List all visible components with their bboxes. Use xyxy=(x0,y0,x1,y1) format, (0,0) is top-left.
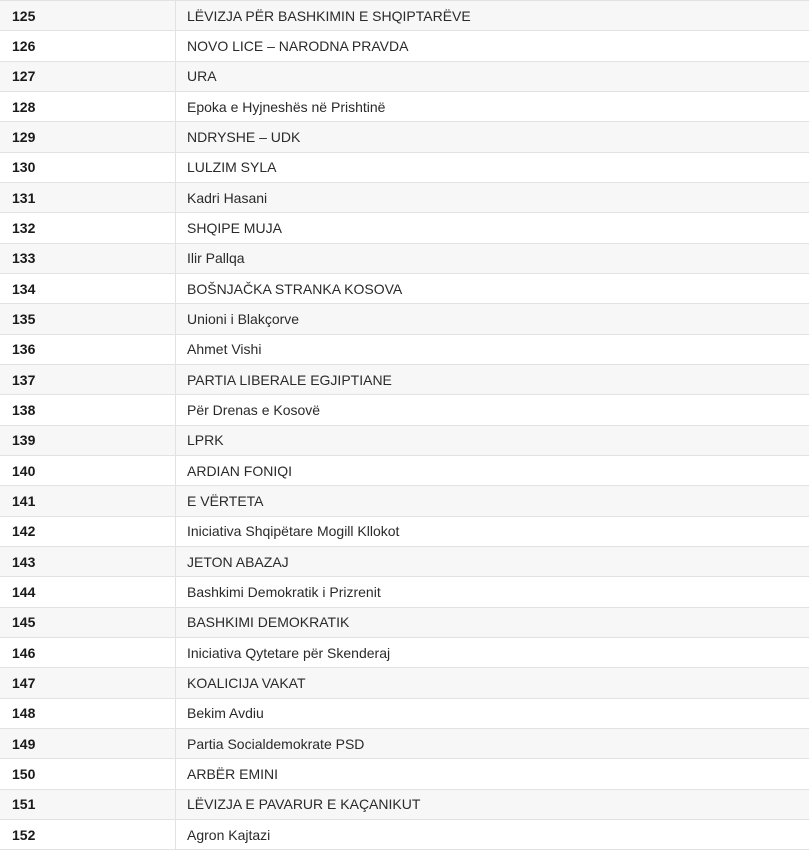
table-row xyxy=(0,577,809,607)
row-number: 141 xyxy=(0,486,176,515)
table-row xyxy=(0,699,809,729)
row-number: 143 xyxy=(0,547,176,576)
table-row xyxy=(0,790,809,820)
row-number: 151 xyxy=(0,790,176,819)
table-row xyxy=(0,668,809,698)
table-row xyxy=(0,547,809,577)
row-number: 134 xyxy=(0,274,176,303)
table-row xyxy=(0,92,809,122)
table-row xyxy=(0,213,809,243)
row-number: 126 xyxy=(0,31,176,60)
table-row xyxy=(0,759,809,789)
row-name: ARDIAN FONIQI xyxy=(187,462,293,479)
row-name: Kadri Hasani xyxy=(187,189,268,206)
table-row xyxy=(0,517,809,547)
row-number: 140 xyxy=(0,456,176,485)
row-name: NDRYSHE – UDK xyxy=(187,128,301,145)
row-number: 128 xyxy=(0,92,176,121)
table-row xyxy=(0,365,809,395)
row-name: BOŠNJAČKA STRANKA KOSOVA xyxy=(187,280,403,297)
row-number: 137 xyxy=(0,365,176,394)
table-row xyxy=(0,335,809,365)
row-name: PARTIA LIBERALE EGJIPTIANE xyxy=(187,371,392,388)
table-row xyxy=(0,820,809,850)
row-name: Për Drenas e Kosovë xyxy=(187,401,321,418)
row-name: ARBËR EMINI xyxy=(187,765,279,782)
row-number: 146 xyxy=(0,638,176,667)
row-number: 129 xyxy=(0,122,176,151)
row-name: Iniciativa Qytetare për Skenderaj xyxy=(187,644,391,661)
row-name: Epoka e Hyjneshës në Prishtinë xyxy=(187,98,386,115)
table-row xyxy=(0,486,809,516)
row-number: 132 xyxy=(0,213,176,242)
table-row xyxy=(0,244,809,274)
row-name: Bekim Avdiu xyxy=(187,705,264,722)
row-name: E VËRTETA xyxy=(187,492,264,509)
row-number: 127 xyxy=(0,62,176,91)
row-number: 125 xyxy=(0,1,176,30)
table-row xyxy=(0,395,809,425)
row-name: BASHKIMI DEMOKRATIK xyxy=(187,614,350,631)
row-name: Ilir Pallqa xyxy=(187,250,245,267)
row-number: 139 xyxy=(0,426,176,455)
row-name: Ahmet Vishi xyxy=(187,341,262,358)
row-name: JETON ABAZAJ xyxy=(187,553,289,570)
table-row xyxy=(0,274,809,304)
row-name: LPRK xyxy=(187,432,224,449)
row-number: 152 xyxy=(0,820,176,849)
row-name: LËVIZJA E PAVARUR E KAÇANIKUT xyxy=(187,796,421,813)
row-name: Unioni i Blakçorve xyxy=(187,310,300,327)
row-name: LËVIZJA PËR BASHKIMIN E SHQIPTARËVE xyxy=(187,7,471,24)
row-number: 150 xyxy=(0,759,176,788)
table-row xyxy=(0,456,809,486)
row-number: 147 xyxy=(0,668,176,697)
row-number: 148 xyxy=(0,699,176,728)
table-row xyxy=(0,122,809,152)
row-name: Iniciativa Shqipëtare Mogill Kllokot xyxy=(187,523,400,540)
row-name: Partia Socialdemokrate PSD xyxy=(187,735,365,752)
row-number: 136 xyxy=(0,335,176,364)
row-name: SHQIPE MUJA xyxy=(187,219,282,236)
table-row xyxy=(0,1,809,31)
table-row xyxy=(0,729,809,759)
row-number: 149 xyxy=(0,729,176,758)
row-number: 145 xyxy=(0,608,176,637)
row-name: Bashkimi Demokratik i Prizrenit xyxy=(187,583,381,600)
row-number: 138 xyxy=(0,395,176,424)
row-number: 142 xyxy=(0,517,176,546)
table-row xyxy=(0,183,809,213)
table-row xyxy=(0,304,809,334)
table-row xyxy=(0,638,809,668)
row-name: Agron Kajtazi xyxy=(187,826,271,843)
table-row xyxy=(0,426,809,456)
row-number: 130 xyxy=(0,153,176,182)
row-number: 133 xyxy=(0,244,176,273)
row-number: 144 xyxy=(0,577,176,606)
row-number: 131 xyxy=(0,183,176,212)
row-name: URA xyxy=(187,68,217,85)
table-row xyxy=(0,31,809,61)
row-name: LULZIM SYLA xyxy=(187,159,277,176)
table-row xyxy=(0,608,809,638)
row-number: 135 xyxy=(0,304,176,333)
table-row xyxy=(0,62,809,92)
row-name: KOALICIJA VAKAT xyxy=(187,674,306,691)
table-row xyxy=(0,153,809,183)
row-name: NOVO LICE – NARODNA PRAVDA xyxy=(187,37,409,54)
